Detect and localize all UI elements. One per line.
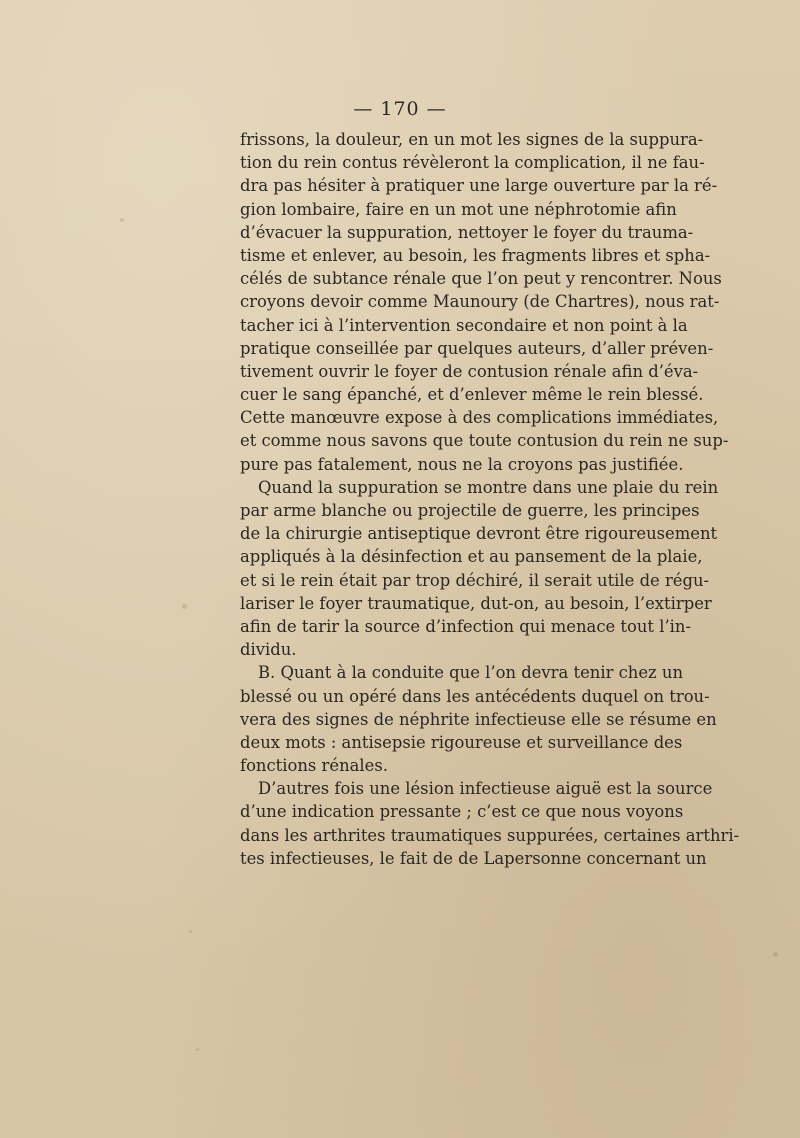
text-line: tivement ouvrir le foyer de contusion rénale afin d’éva- xyxy=(240,361,699,381)
text-line: tion du rein contus révèleront la complication, il ne fau- xyxy=(240,153,705,173)
text-line: vera des signes de néphrite infectieuse elle se résume en xyxy=(240,709,717,729)
text-line: tacher ici à l’intervention secondaire et non point à la xyxy=(240,315,688,335)
paper-spot xyxy=(182,604,187,609)
text-line: lariser le foyer traumatique, dut-on, au besoin, l’extirper xyxy=(240,593,712,613)
text-line: deux mots : antisepsie rigoureuse et surveillance des xyxy=(240,732,683,752)
text-line: croyons devoir comme Maunoury (de Chartres), nous rat- xyxy=(240,292,720,312)
text-line: fonctions rénales. xyxy=(240,756,388,776)
text-line: tes infectieuses, le fait de de Lapersonne concernant un xyxy=(240,848,707,868)
text-line: Cette manœuvre expose à des complications immédiates, xyxy=(240,408,719,428)
text-line: tisme et enlever, au besoin, les fragments libres et spha- xyxy=(240,245,711,265)
text-line: dra pas hésiter à pratiquer une large ouverture par la ré- xyxy=(240,176,718,196)
text-line: blessé ou un opéré dans les antécédents duquel on trou- xyxy=(240,686,710,706)
text-line: B. Quant à la conduite que l’on devra tenir chez un xyxy=(258,663,684,683)
text-line: d’évacuer la suppuration, nettoyer le foyer du trauma- xyxy=(240,222,694,242)
paper-spot xyxy=(773,952,778,957)
text-line: D’autres fois une lésion infectieuse aiguë est la source xyxy=(258,779,713,799)
paper-spot xyxy=(120,218,124,222)
paper-spot xyxy=(189,930,192,933)
text-line: pure pas fatalement, nous ne la croyons pas justifiée. xyxy=(240,454,684,474)
paper-spot xyxy=(196,1048,199,1051)
text-line: afin de tarir la source d’infection qui menace tout l’in- xyxy=(240,616,692,636)
text-line: dividu. xyxy=(240,640,297,660)
text-line: pratique conseillée par quelques auteurs, d’aller préven- xyxy=(240,338,714,358)
text-line: de la chirurgie antiseptique devront être rigoureusement xyxy=(240,524,718,544)
text-line: par arme blanche ou projectile de guerre, les principes xyxy=(240,501,700,520)
text-line: cuer le sang épanché, et d’enlever même le rein blessé. xyxy=(240,385,704,405)
text-line: gion lombaire, faire en un mot une néphrotomie afin xyxy=(240,199,677,219)
text-line: appliqués à la désinfection et au pansement de la plaie, xyxy=(240,547,703,567)
text-line: Quand la suppuration se montre dans une plaie du rein xyxy=(258,477,719,497)
page-number: — 170 — xyxy=(353,98,447,120)
text-line: et si le rein était par trop déchiré, il serait utile de régu- xyxy=(240,570,710,590)
text-line: dans les arthrites traumatiques suppurées, certaines arthri- xyxy=(240,825,740,845)
text-line: célés de subtance rénale que l’on peut y rencontrer. Nous xyxy=(240,269,722,289)
body-text xyxy=(240,128,740,870)
text-line: d’une indication pressante ; c’est ce que nous voyons xyxy=(240,802,684,822)
text-line: frissons, la douleur, en un mot les signes de la suppura- xyxy=(240,130,704,149)
text-line: et comme nous savons que toute contusion du rein ne sup- xyxy=(240,431,729,451)
